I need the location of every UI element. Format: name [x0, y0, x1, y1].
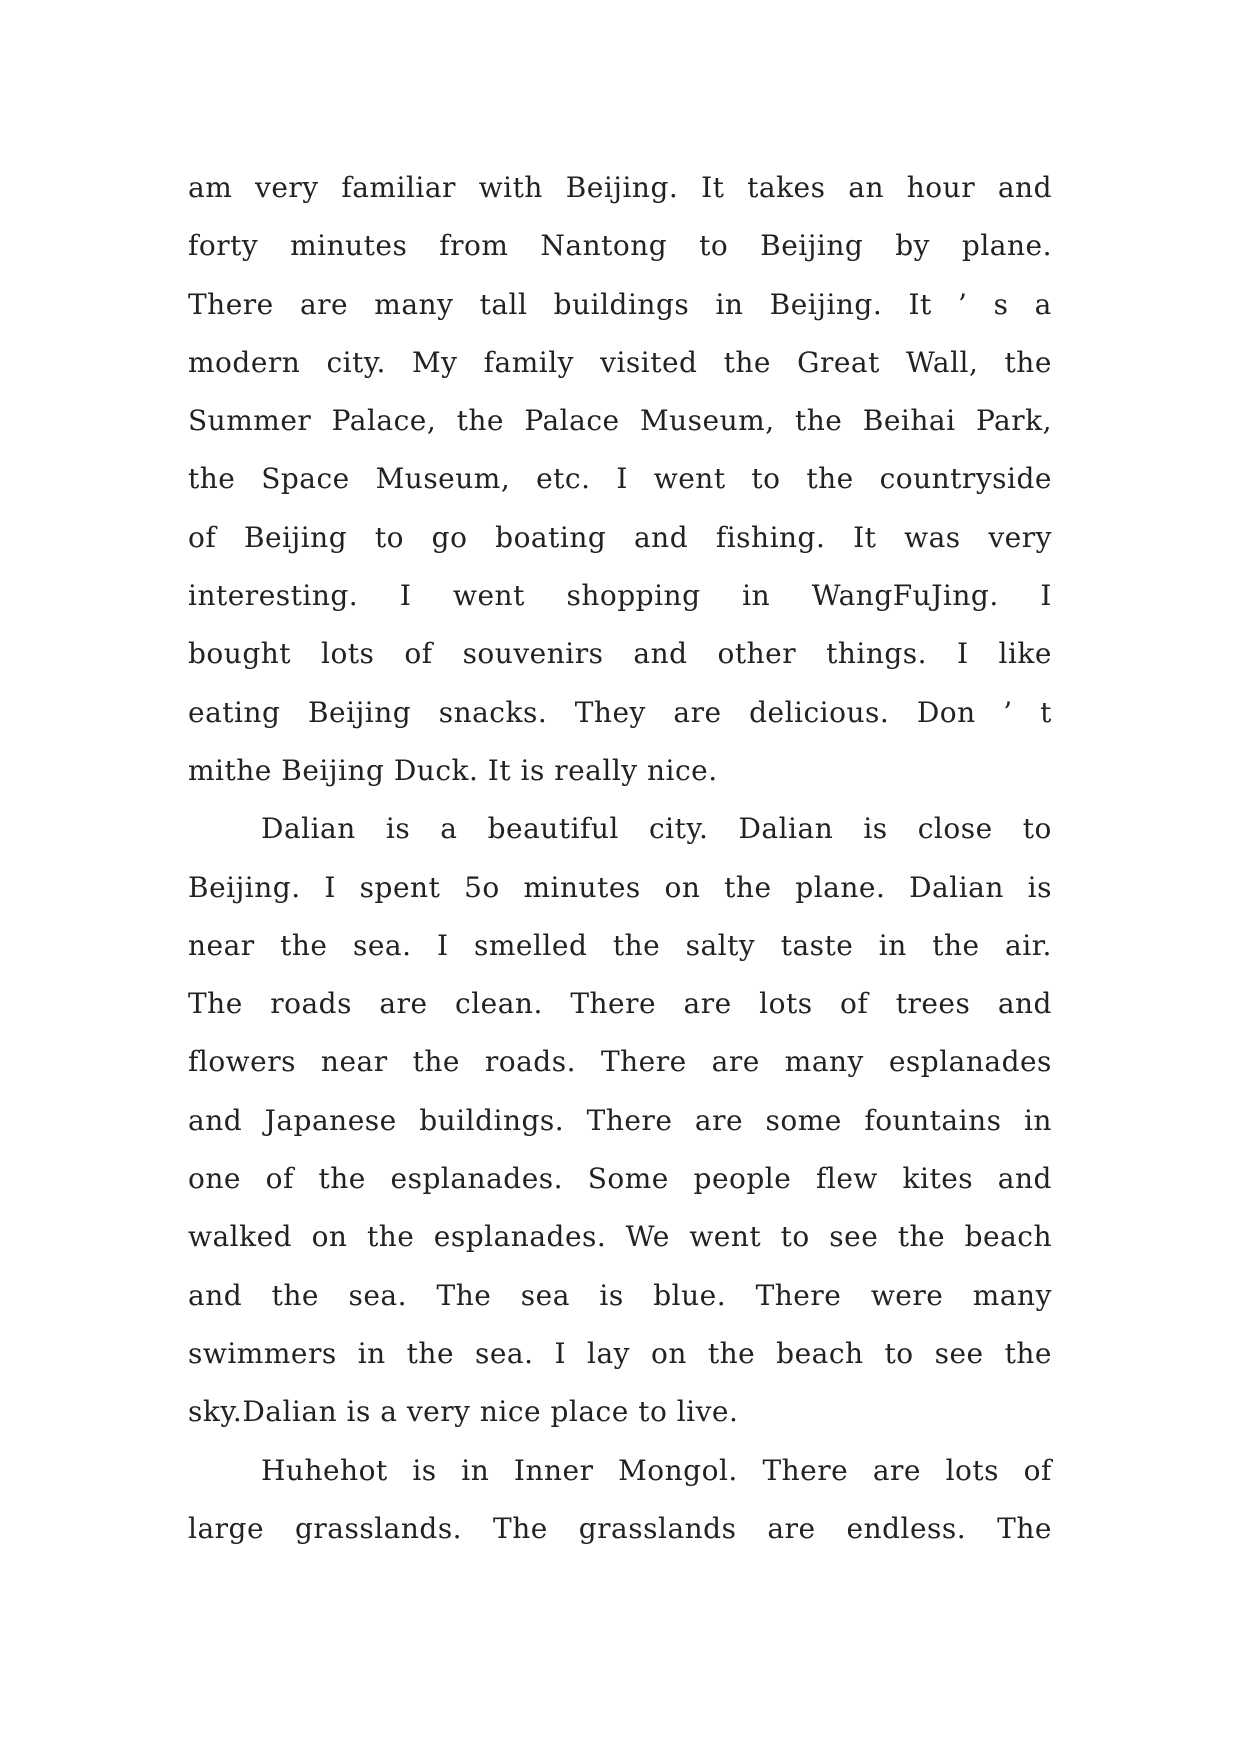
text-line: near the sea. I smelled the salty taste in the air.	[188, 928, 1052, 962]
text-line: flowers near the roads. There are many esplanades	[188, 1045, 1052, 1079]
text-line: forty minutes from Nantong to Beijing by plane.	[188, 229, 1052, 263]
text-line: and Japanese buildings. There are some fountains in	[188, 1103, 1052, 1137]
text-line: one of the esplanades. Some people flew kites and	[188, 1162, 1052, 1196]
text-line: There are many tall buildings in Beijing. It ’ s a	[188, 287, 1052, 321]
text-line: am very familiar with Beijing. It takes an hour and	[188, 171, 1052, 204]
text-line: swimmers in the sea. I lay on the beach to see the	[188, 1336, 1052, 1370]
text-line: Summer Palace, the Palace Museum, the Beihai Park,	[188, 404, 1052, 438]
text-line: bought lots of souvenirs and other things. I like	[188, 637, 1052, 671]
text-line: Dalian is a beautiful city. Dalian is close to	[261, 812, 1052, 846]
text-line: interesting. I went shopping in WangFuJing. I	[188, 579, 1052, 613]
text-line: Huhehot is in Inner Mongol. There are lots of	[261, 1453, 1052, 1487]
text-line: and the sea. The sea is blue. There were many	[188, 1278, 1052, 1312]
text-line: of Beijing to go boating and fishing. It was very	[188, 520, 1052, 554]
text-line: walked on the esplanades. We went to see the beach	[188, 1220, 1052, 1254]
text-line: the Space Museum, etc. I went to the countryside	[188, 462, 1052, 496]
text-line: Beijing. I spent 5o minutes on the plane. Dalian is	[188, 870, 1052, 904]
text-line: sky.Dalian is a very nice place to live.	[188, 1395, 739, 1429]
body-text	[188, 159, 1068, 1558]
text-line: modern city. My family visited the Great Wall, the	[188, 345, 1052, 379]
text-line: mithe Beijing Duck. It is really nice.	[188, 753, 718, 787]
text-line: eating Beijing snacks. They are delicious. Don ’ t	[188, 695, 1052, 729]
text-line: large grasslands. The grasslands are endless. The	[188, 1511, 1052, 1545]
text-line: The roads are clean. There are lots of trees and	[188, 987, 1052, 1021]
